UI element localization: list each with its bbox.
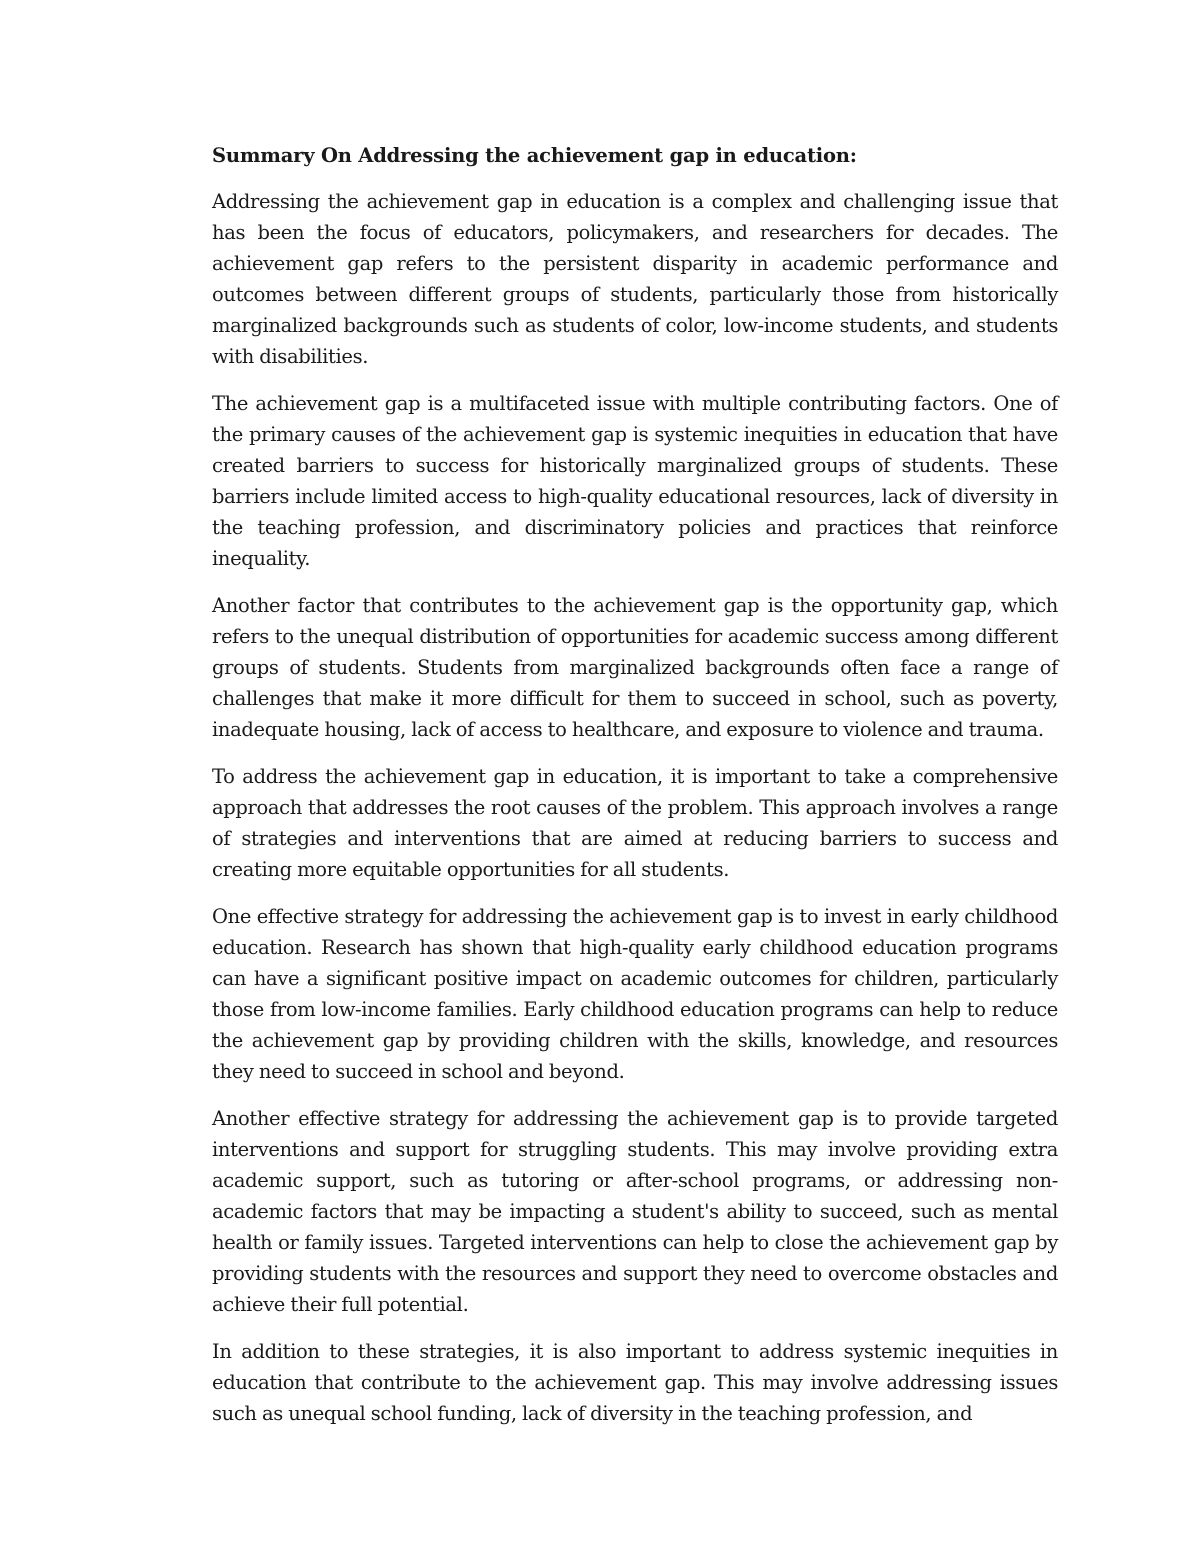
paragraph: The achievement gap is a multifaceted issue with multiple contributing factors. One of the primary causes of the achievement gap is systemic inequities in education that have created barriers to success for historically marginalized groups of students. These barriers include limited access to high-quality educational resources, lack of diversity in the teaching profession, and discriminatory policies and practices that reinforce inequality. (212, 392, 1058, 570)
paragraph: One effective strategy for addressing the achievement gap is to invest in early childhood education. Research has shown that high-quality early childhood education programs can have a significant positive impact on academic outcomes for children, particularly those from low-income families. Early childhood education programs can help to reduce the achievement gap by providing children with the skills, knowledge, and resources they need to succeed in school and beyond. (212, 905, 1058, 1083)
document-title: Summary On Addressing the achievement gap in education: (212, 144, 857, 167)
paragraph: Another effective strategy for addressing the achievement gap is to provide targeted interventions and support for struggling students. This may involve providing extra academic support, such as tutoring or after-school programs, or addressing non-academic factors that may be impacting a student's ability to succeed, such as mental health or family issues. Targeted interventions can help to close the achievement gap by providing students with the resources and support they need to overcome obstacles and achieve their full potential. (212, 1107, 1058, 1316)
paragraph: To address the achievement gap in education, it is important to take a comprehensive approach that addresses the root causes of the problem. This approach involves a range of strategies and interventions that are aimed at reducing barriers to success and creating more equitable opportunities for all students. (212, 765, 1058, 881)
paragraph: In addition to these strategies, it is also important to address systemic inequities in education that contribute to the achievement gap. This may involve addressing issues such as unequal school funding, lack of diversity in the teaching profession, and (212, 1340, 1058, 1425)
document-body (212, 140, 1058, 1445)
paragraph: Addressing the achievement gap in education is a complex and challenging issue that has been the focus of educators, policymakers, and researchers for decades. The achievement gap refers to the persistent disparity in academic performance and outcomes between different groups of students, particularly those from historically marginalized backgrounds such as students of color, low-income students, and students with disabilities. (212, 190, 1058, 368)
paragraph: Another factor that contributes to the achievement gap is the opportunity gap, which refers to the unequal distribution of opportunities for academic success among different groups of students. Students from marginalized backgrounds often face a range of challenges that make it more difficult for them to succeed in school, such as poverty, inadequate housing, lack of access to healthcare, and exposure to violence and trauma. (212, 594, 1058, 741)
